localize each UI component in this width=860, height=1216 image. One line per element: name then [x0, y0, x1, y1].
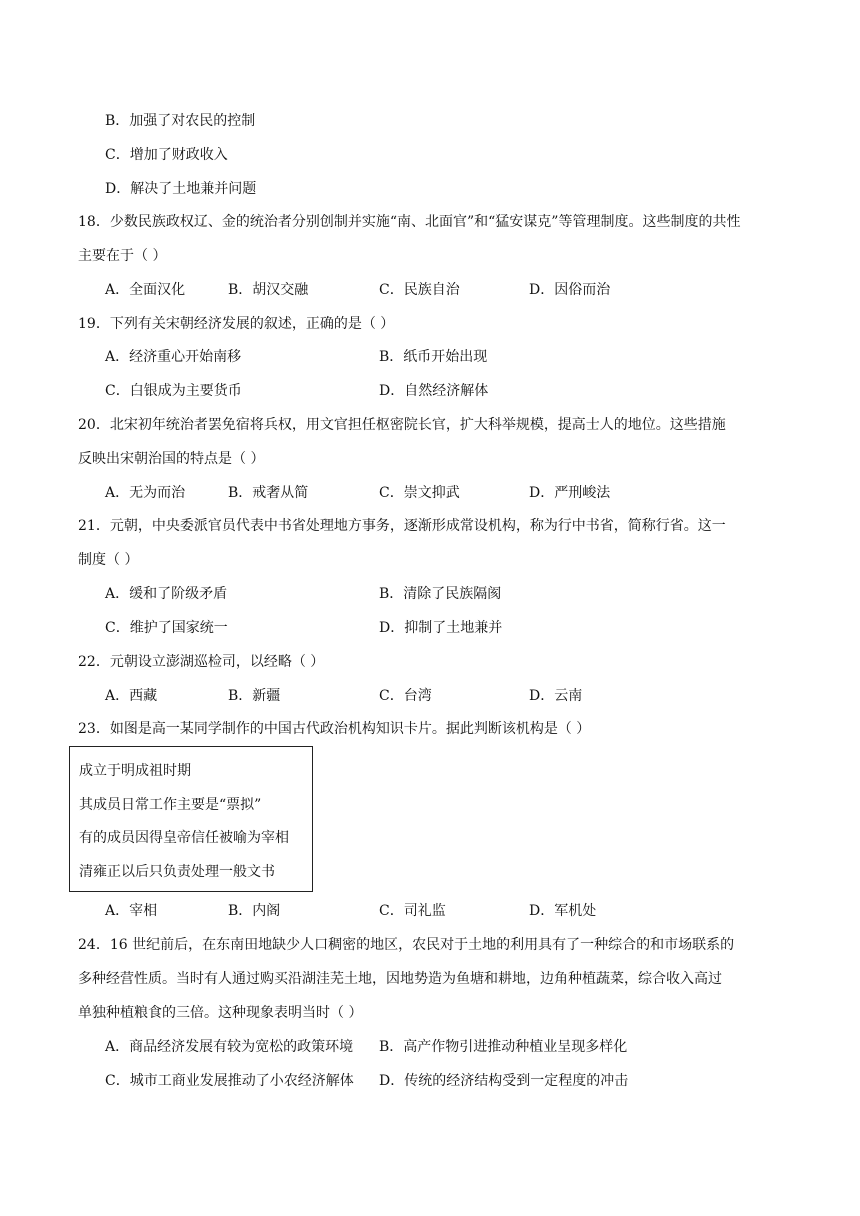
q21-stem-line1: 21．元朝，中央委派官员代表中书省处理地方事务，逐渐形成常设机构，称为行中书省，简称行省。这一	[78, 518, 726, 534]
q23-card-line4: 清雍正以后只负责处理一般文书	[79, 864, 275, 880]
q23-stem-line1: 23．如图是高一某同学制作的中国古代政治机构知识卡片。据此判断该机构是（ ）	[78, 721, 591, 737]
q24-option-a: A．商品经济发展有较为宽松的政策环境	[105, 1039, 354, 1055]
q19-option-d: D．自然经济解体	[379, 383, 489, 399]
q21-option-b: B．清除了民族隔阂	[379, 586, 502, 602]
q24-option-c: C．城市工商业发展推动了小农经济解体	[105, 1073, 354, 1089]
q23-option-a: A．宰相	[105, 903, 158, 919]
q24-option-b: B．高产作物引进推动种植业呈现多样化	[379, 1039, 628, 1055]
q23-option-b: B．内阁	[228, 903, 281, 919]
q19-option-a: A．经济重心开始南移	[105, 349, 242, 365]
q21-option-c: C．维护了国家统一	[105, 620, 228, 636]
q24-stem-line2: 多种经营性质。当时有人通过购买沿湖洼芜土地，因地势造为鱼塘和耕地，边角种植蔬菜，综合收入高过	[78, 971, 722, 987]
q23-card-line2: 其成员日常工作主要是“票拟”	[79, 797, 262, 813]
q22-option-c: C．台湾	[379, 688, 432, 704]
q24-option-d: D．传统的经济结构受到一定程度的冲击	[379, 1073, 629, 1089]
q22-option-b: B．新疆	[228, 688, 281, 704]
q20-option-a: A．无为而治	[105, 485, 186, 501]
q20-option-d: D．严刑峻法	[529, 485, 611, 501]
q20-stem-line1: 20．北宋初年统治者罢免宿将兵权，用文官担任枢密院长官，扩大科举规模，提高士人的地位。这些措施	[78, 417, 726, 433]
q24-stem-line1: 24．16 世纪前后，在东南田地缺少人口稠密的地区，农民对于土地的利用具有了一种综合的和市场联系的	[78, 937, 735, 953]
q18-stem-line2: 主要在于（ ）	[78, 248, 167, 264]
q23-option-c: C．司礼监	[379, 903, 446, 919]
q18-option-a: A．全面汉化	[105, 282, 186, 298]
q22-option-a: A．西藏	[105, 688, 158, 704]
q24-stem-line3: 单独种植粮食的三倍。这种现象表明当时（ ）	[78, 1005, 363, 1021]
q18-option-d: D．因俗而治	[529, 282, 611, 298]
q21-option-a: A．缓和了阶级矛盾	[105, 586, 228, 602]
q22-option-d: D．云南	[529, 688, 583, 704]
q23-card-line3: 有的成员因得皇帝信任被喻为宰相	[79, 830, 289, 846]
q23-card-line1: 成立于明成祖时期	[79, 763, 191, 779]
q17-option-c: C．增加了财政收入	[105, 147, 228, 163]
q19-option-b: B．纸币开始出现	[379, 349, 488, 365]
q19-option-c: C．白银成为主要货币	[105, 383, 242, 399]
q17-option-d: D．解决了土地兼并问题	[105, 181, 257, 197]
q20-option-c: C．崇文抑武	[379, 485, 460, 501]
q21-stem-line2: 制度（ ）	[78, 552, 139, 568]
q19-stem-line1: 19．下列有关宋朝经济发展的叙述，正确的是（ ）	[78, 316, 395, 332]
q17-option-b: B．加强了对农民的控制	[105, 113, 256, 129]
q18-option-c: C．民族自治	[379, 282, 460, 298]
q22-stem-line1: 22．元朝设立澎湖巡检司，以经略（ ）	[78, 654, 325, 670]
q21-option-d: D．抑制了土地兼并	[379, 620, 503, 636]
q23-option-d: D．军机处	[529, 903, 597, 919]
q18-option-b: B．胡汉交融	[228, 282, 309, 298]
q20-option-b: B．戒奢从简	[228, 485, 309, 501]
q23-knowledge-card	[69, 746, 313, 892]
q20-stem-line2: 反映出宋朝治国的特点是（ ）	[78, 451, 265, 467]
q18-stem-line1: 18．少数民族政权辽、金的统治者分别创制并实施“南、北面官”和“猛安谋克”等管理制度。这些制度的共性	[78, 214, 741, 230]
